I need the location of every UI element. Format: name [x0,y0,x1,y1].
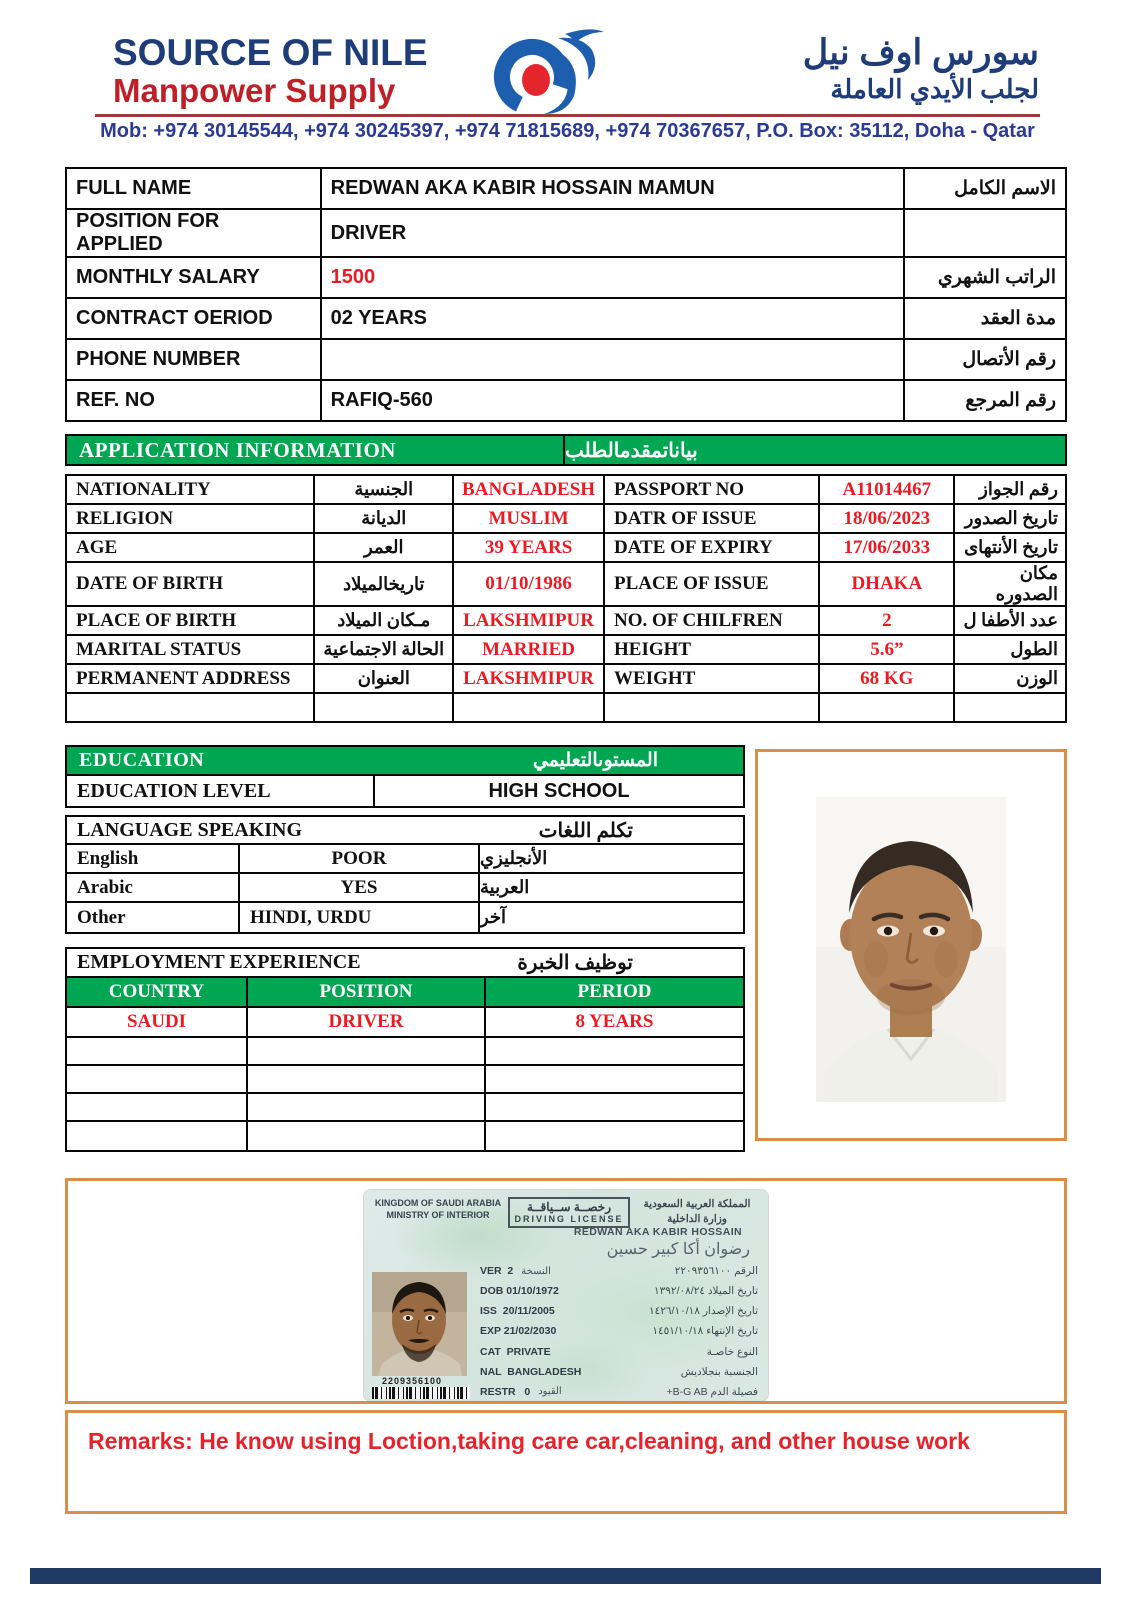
license-barcode [372,1387,470,1399]
license-title-box [508,1197,630,1228]
table-row [66,209,1066,257]
field-label-arabic: تاريخالميلاد [314,562,453,606]
field-label: DATR OF ISSUE [604,504,819,533]
column-header: POSITION [248,978,486,1006]
table-row [66,380,1066,421]
field-value: A11014467 [819,475,954,504]
field-label: REF. NO [66,380,321,421]
field-value: DOB 01/10/1972 [480,1285,559,1298]
field-value: 02 YEARS [321,298,905,339]
table-row [66,533,1066,562]
field-value: RAFIQ-560 [321,380,905,421]
field-label: DATE OF EXPIRY [604,533,819,562]
field-label-arabic: الديانة [314,504,453,533]
field-value: CAT PRIVATE [480,1345,551,1358]
field-label: NO. OF CHILFREN [604,606,819,635]
license-title-arabic: رخصــة ســياقــة [527,1200,611,1214]
remarks-box [65,1410,1067,1514]
employment-period: 8 YEARS [575,1011,654,1032]
field-label: EDUCATION LEVEL [67,776,375,806]
language-level: YES [240,874,480,901]
field-label: PASSPORT NO [604,475,819,504]
field-value: 1500 [321,257,905,298]
issuer-line: KINGDOM OF SAUDI ARABIA [374,1198,502,1208]
table-row [66,504,1066,533]
license-field-row [480,1366,758,1378]
field-label-arabic: العمر [314,533,453,562]
license-card-number: 2209356100 [382,1376,443,1387]
field-label-arabic: عدد الأطفا ل [954,606,1066,635]
applicant-photo [816,797,1006,1102]
section-title-arabic: بياناتمقدمالطلب [565,439,698,462]
brand-name-arabic [655,34,1067,105]
field-value: VER 2 [480,1265,514,1277]
field-label: MARITAL STATUS [66,635,314,664]
field-label: PLACE OF ISSUE [604,562,819,606]
field-label-arabic: الحالة الاجتماعية [314,635,453,664]
field-value: HIGH SCHOOL [488,779,630,802]
employment-row-empty [67,1094,743,1122]
license-holder-name-arabic: رضوان أكا كبير حسين [606,1241,750,1258]
table-row [66,298,1066,339]
license-field-row [480,1305,758,1317]
issuer-line: MINISTRY OF INTERIOR [386,1210,490,1221]
license-title: DRIVING LICENSE [514,1214,624,1224]
field-label: RELIGION [66,504,314,533]
driving-license-card [364,1190,768,1401]
section-title: EMPLOYMENT EXPERIENCE [77,951,361,973]
language-level: HINDI, URDU [240,903,480,932]
driving-license-frame [65,1178,1067,1404]
field-label-arabic: الجنسية [314,475,453,504]
section-title-arabic: توظيف الخبرة [517,952,633,974]
license-issuer-english [374,1197,502,1221]
field-value: LAKSHMIPUR [453,606,604,635]
language-header [67,817,743,845]
field-label: AGE [66,533,314,562]
field-label-arabic: مكان الصدوره [954,562,1066,606]
company-logo-icon [470,22,620,122]
license-header [364,1190,768,1228]
language-row [67,874,743,903]
employment-position: DRIVER [248,1008,486,1036]
table-row [66,635,1066,664]
field-arabic: تاريخ الميلاد ١٣٩٢/٠٨/٢٤ [654,1285,758,1298]
application-info-table [65,474,1067,723]
field-value: 2 [819,606,954,635]
license-photo [372,1272,467,1376]
license-field-row [480,1265,758,1277]
field-label: PERMANENT ADDRESS [66,664,314,693]
field-label-arabic: الوزن [954,664,1066,693]
license-holder-name: REDWAN AKA KABIR HOSSAIN [573,1226,742,1238]
table-row [66,168,1066,209]
field-value: 39 YEARS [453,533,604,562]
field-value: 17/06/2033 [819,533,954,562]
column-header: PERIOD [577,981,652,1002]
field-value: 68 KG [819,664,954,693]
employment-row-empty [67,1038,743,1066]
employment-block [65,947,745,1152]
education-level-row [67,776,743,806]
remarks-text: Remarks: He know using Loction,taking care car,cleaning, and other house work [88,1428,970,1454]
education-employment-column [65,745,745,1152]
field-label: NATIONALITY [66,475,314,504]
field-value: 5.6” [819,635,954,664]
license-field-row [480,1325,758,1337]
language-name-arabic: العربية [480,877,530,897]
license-fields [472,1261,758,1401]
brand-line1: SOURCE OF NILE [113,32,428,73]
contact-line: Mob: +974 30145544, +974 30245397, +974 71815689, +974 70367657, P.O. Box: 35112, Doha - Qatar [100,120,1035,142]
table-row [66,562,1066,606]
license-body [364,1259,768,1401]
field-value [321,339,905,380]
field-arabic: الرقم ٢٢٠٩٣٥٦١٠٠ [674,1265,758,1277]
field-label-arabic: العنوان [314,664,453,693]
language-level: POOR [240,845,480,872]
employment-row [67,1008,743,1038]
field-label: PLACE OF BIRTH [66,606,314,635]
brand-line2: Manpower Supply [113,71,396,109]
language-block [65,815,745,934]
field-label-arabic: النسخة [521,1265,551,1277]
field-value: 18/06/2023 [819,504,954,533]
footer-bar [30,1568,1101,1584]
language-name: Other [67,903,240,932]
letterhead [65,34,1067,112]
field-arabic: فصيلة الدم B-G AB+ [666,1385,758,1398]
summary-table [65,167,1067,422]
table-row [66,257,1066,298]
field-label: FULL NAME [66,168,321,209]
section-header-education [67,747,743,776]
education-block [65,745,745,808]
field-label-arabic: الراتب الشهري [904,257,1066,298]
section-title-arabic: المستوىالتعليمي [532,750,658,771]
license-field-row [480,1346,758,1358]
field-value: EXP 21/02/2030 [480,1325,557,1338]
brand-name-english [65,34,435,109]
section-title: APPLICATION INFORMATION [67,436,565,464]
employment-column-headers [67,978,743,1008]
field-label-arabic: مدة العقد [904,298,1066,339]
field-label-arabic: تاريخ الصدور [954,504,1066,533]
field-arabic: تاريخ الإصدار ١٤٢٦/١٠/١٨ [648,1305,758,1318]
employment-row-empty [67,1066,743,1094]
field-label-arabic: الطول [954,635,1066,664]
field-label: WEIGHT [604,664,819,693]
column-header: COUNTRY [67,978,248,1006]
field-label-arabic: رقم الأتصال [904,339,1066,380]
license-field-row [480,1285,758,1297]
field-arabic: الجنسبة بنجلاديش [680,1365,758,1378]
applicant-photo-frame [755,749,1067,1141]
license-issuer-arabic [636,1197,758,1226]
field-value: DRIVER [321,209,905,257]
field-value: MARRIED [453,635,604,664]
language-name: English [67,845,240,872]
field-label: MONTHLY SALARY [66,257,321,298]
section-header-application-information [65,434,1067,466]
brand-arabic-line2: لجلب الأيدي العاملة [830,73,1039,104]
field-label-arabic: القيود [538,1386,562,1398]
field-value: BANGLADESH [453,475,604,504]
company-logo [435,22,655,122]
field-label-arabic: الاسم الكامل [904,168,1066,209]
table-row-empty [66,693,1066,722]
section-title-arabic: تكلم اللغات [538,819,633,842]
field-value: MUSLIM [453,504,604,533]
field-value: ISS 20/11/2005 [480,1305,555,1318]
language-name-arabic: آخر [480,907,507,927]
section-title: LANGUAGE SPEAKING [77,818,303,841]
employment-row-empty [67,1122,743,1150]
field-label: HEIGHT [604,635,819,664]
field-value: REDWAN AKA KABIR HOSSAIN MAMUN [321,168,905,209]
brand-arabic-line1: سورس اوف نيل [802,33,1039,72]
field-label-arabic: مـكان الميلاد [314,606,453,635]
field-label-arabic: تاريخ الأنتهاى [954,533,1066,562]
table-row [66,606,1066,635]
section-title: EDUCATION [79,749,205,771]
field-label: CONTRACT OERIOD [66,298,321,339]
field-value: DHAKA [819,562,954,606]
license-field-row [480,1386,758,1398]
field-label-arabic: رقم الجواز [954,475,1066,504]
field-label-arabic: رقم المرجع [904,380,1066,421]
language-row [67,903,743,932]
language-name-arabic: الأنجليزي [480,848,548,868]
field-label: PHONE NUMBER [66,339,321,380]
license-photo-column [372,1261,472,1401]
education-employment-zone [65,745,1067,1152]
employment-country: SAUDI [67,1008,248,1036]
field-value: RESTR 0 [480,1385,531,1398]
table-row [66,475,1066,504]
section-header-employment [67,949,743,978]
field-label: POSITION FOR APPLIED [66,209,321,257]
issuer-line-arabic: المملكة العربية السعودية [643,1198,751,1210]
field-arabic: تاريخ الإنتهاء ١٤٥١/١٠/١٨ [652,1325,758,1338]
table-row [66,339,1066,380]
field-value: 01/10/1986 [453,562,604,606]
field-label: DATE OF BIRTH [66,562,314,606]
table-row [66,664,1066,693]
language-row [67,845,743,874]
field-value: NAL BANGLADESH [480,1365,582,1378]
language-name: Arabic [67,874,240,901]
field-label-arabic [904,209,1066,257]
field-arabic: النوع خاصـة [706,1345,758,1358]
field-value: LAKSHMIPUR [453,664,604,693]
issuer-line-arabic: وزارة الداخلية [667,1212,727,1225]
